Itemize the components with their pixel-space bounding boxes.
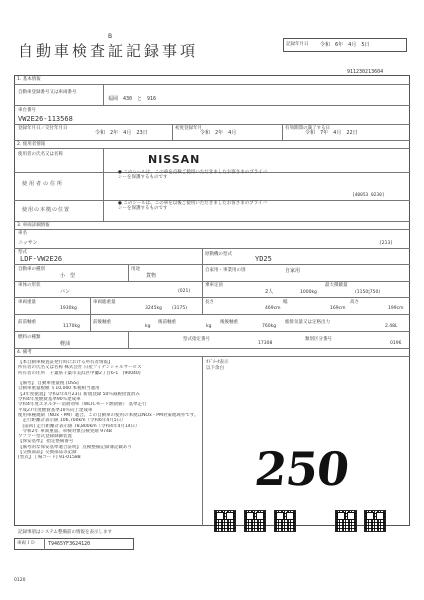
class-value: 0196 xyxy=(390,341,402,346)
handwritten-number: 250 xyxy=(252,442,351,496)
fuel-value: 軽油 xyxy=(60,341,71,347)
section2-heading: 2. 使用者情報 xyxy=(17,142,46,147)
gvw-value: 1930kg xyxy=(60,306,77,311)
qr-code-2 xyxy=(244,510,266,532)
section4-heading: 4. 備考 xyxy=(17,350,32,355)
seal-text-2: ● このシールは、この車を以後ご使用いただきましたお客さまのプライバシーを保護するものです xyxy=(118,201,268,211)
chassis-value: VW2E26-113568 xyxy=(18,115,73,123)
issue-date-label: 記録年月日 xyxy=(286,42,309,47)
engine-label: 原動機の型式 xyxy=(205,252,232,257)
ff-value: 1170kg xyxy=(63,324,80,329)
rf-label: 後前軸重 xyxy=(158,320,176,325)
gross-value: 3245kg xyxy=(145,306,162,311)
maker-label: 車名 xyxy=(18,231,27,236)
date3-label: 有効期間の満了する日 xyxy=(285,126,330,131)
owner-label: 使用者の氏名又は名称 xyxy=(18,152,63,157)
remark-line: 使用車種規制（NOx・PM）適合。この自動車の使用の本拠はNOx・PM対策地域外です。 xyxy=(18,412,199,418)
remark-line: 【本自動車検査証発行時における所有者情報】 xyxy=(18,360,113,365)
cap-value: 2人 xyxy=(265,289,274,295)
remarks-list xyxy=(18,360,200,461)
qr-code-5 xyxy=(364,510,386,532)
date2-value: 令和 2年 4月 xyxy=(200,130,237,136)
section3-heading: 3. 車両詳細情報 xyxy=(17,223,50,228)
chassis-label: 車台番号 xyxy=(18,108,36,113)
form-letter: B xyxy=(108,33,113,40)
remark-line: 走行距離計表示値 106,700km（令和6年4月5日） xyxy=(18,418,126,424)
wid-label: 幅 xyxy=(283,300,288,305)
load-label: 最大積載量 xyxy=(325,283,348,288)
vehicle-id-value: T9465YF3624120 xyxy=(48,541,91,547)
len-value: 469cm xyxy=(265,306,281,311)
disp-label: 総排気量又は定格出力 xyxy=(285,320,330,325)
model-label: 型式 xyxy=(18,250,27,255)
reg-value: 福岡 430 と 916 xyxy=(108,96,157,102)
reg-label: 自動車登録番号又は車両番号 xyxy=(18,90,77,95)
maker-code: [213] xyxy=(380,241,393,246)
approval-label: 型式指定番号 xyxy=(183,337,210,342)
class-label: 類別区分番号 xyxy=(305,337,332,342)
date2-label: 初度登録年月 xyxy=(175,126,202,131)
addr-code: [40053 0230] xyxy=(352,193,385,198)
remark-line: 【3年度据置】令和2年4月23日 新規登録 50％減税措置済み xyxy=(18,391,140,397)
rr-value: 760kg xyxy=(262,324,277,329)
fuel-label: 燃料の種類 xyxy=(18,335,41,340)
remark-line: 令和4年度エネルギー消費効率（WLTCモード燃費値） 基準走行 xyxy=(18,402,147,408)
disp-value: 2.48L xyxy=(385,324,398,329)
remark-line: 【交換部品】交換部品等記録 xyxy=(18,450,77,456)
purpose-label: 自家用・事業用の別 xyxy=(205,268,246,273)
hgt-label: 高さ xyxy=(350,300,359,305)
seal-text-1: ● このシールは、この車を点検ご使用いただきましたお客さまのプライバシーを保護するものです xyxy=(118,170,268,180)
gross-sub: (3175) xyxy=(172,306,187,311)
qr-code-3 xyxy=(274,510,296,532)
remark-line: 令和2年 車両重量、車検対象点検実績 974B xyxy=(18,428,112,434)
addr-label: 使用者の住所 xyxy=(22,181,65,187)
purpose-value: 自家用 xyxy=(285,268,301,274)
date1-label: 登録年月日／交付年月日 xyxy=(18,126,68,131)
use-label: 用途 xyxy=(131,267,140,272)
cap-label: 乗車定員 xyxy=(205,283,223,288)
use-value: 貨物 xyxy=(146,273,157,279)
kind-label: 自動車の種別 xyxy=(18,267,45,272)
qr-code-4 xyxy=(335,510,357,532)
section1-heading: 1. 基本情報 xyxy=(17,77,41,82)
ff-label: 前前軸重 xyxy=(18,320,36,325)
gross-label: 車両総重量 xyxy=(93,300,116,305)
date1-value: 令和 2年 4月 23日 xyxy=(95,130,148,136)
base-label: 使用の本拠の位置 xyxy=(22,207,71,213)
remark-line: ワフラー型式登録制御装置 xyxy=(18,434,72,440)
footer-note: 記録事項はシステム整備前の情報を表示します xyxy=(18,530,113,535)
remark-line: [前回] 走行距離計表示値 78,800km（令和4年4月14日） xyxy=(18,423,140,429)
body-value: バン xyxy=(60,289,71,295)
body-label: 車体の形状 xyxy=(18,283,41,288)
approval-value: 17308 xyxy=(258,341,273,346)
remark-line: 令和4年度燃費基準90％達成車 xyxy=(18,397,81,403)
meter-value: 以下余白 xyxy=(206,366,224,371)
remark-line: 所有者の住所 千葉県千葉市美浜区中瀬2丁目6-1 [90040] xyxy=(18,370,141,376)
document-number: 911230213604 xyxy=(347,69,384,75)
engine-value: YD25 xyxy=(255,255,272,263)
qr-code-1 xyxy=(214,510,236,532)
rr-label: 後後軸重 xyxy=(220,320,238,325)
remark-line: 【備考的な保安基準適合証明】 点検整備記録簿記載あり xyxy=(18,444,132,450)
page-code: 0120 xyxy=(14,578,26,583)
wid-value: 169cm xyxy=(330,306,346,311)
meter-label: ｵﾄﾞﾒｰﾀ表示 xyxy=(206,360,229,365)
page-title: 自動車検査証記録事項 xyxy=(18,42,199,60)
remark-line: 【備考】 自動車重量税 [OSS] xyxy=(18,381,79,387)
rf-value: kg xyxy=(206,324,212,329)
remark-line: 自動車重量税額 ￥10,000 本税相当適用 xyxy=(18,386,100,392)
vehicle-id-label: 車両ＩＤ xyxy=(17,541,35,546)
kind-value: 小 型 xyxy=(60,273,76,279)
gvw-label: 車両重量 xyxy=(18,300,36,305)
date3-value: 令和 7年 4月 22日 xyxy=(305,130,358,136)
fr-label: 前後軸重 xyxy=(93,320,111,325)
remark-line: [型式】工場コード] 91-01588 xyxy=(18,455,81,461)
len-label: 長さ xyxy=(205,300,214,305)
load-sub: (1150|750) xyxy=(355,290,381,295)
hgt-value: 199cm xyxy=(388,306,404,311)
maker-value: ニッサン xyxy=(18,240,38,246)
fr-value: kg xyxy=(145,324,151,329)
privacy-seal xyxy=(108,150,278,220)
remark-line: 平成27年度燃費基準10％向上達成車 xyxy=(18,407,93,413)
remark-line: 【保安基準】 指定整備番号 xyxy=(18,439,74,445)
nissan-logo: NISSAN xyxy=(148,153,201,166)
model-value: LDF-VW2E26 xyxy=(20,255,63,263)
body-code: (021) xyxy=(178,289,191,294)
load-value: 1000kg xyxy=(300,290,317,295)
issue-date-value: 令和 6年 4月 5日 xyxy=(320,42,370,48)
remark-line: 所有者の氏名又は名称 株式会社 日産フィナンシャルサービス xyxy=(18,365,142,371)
